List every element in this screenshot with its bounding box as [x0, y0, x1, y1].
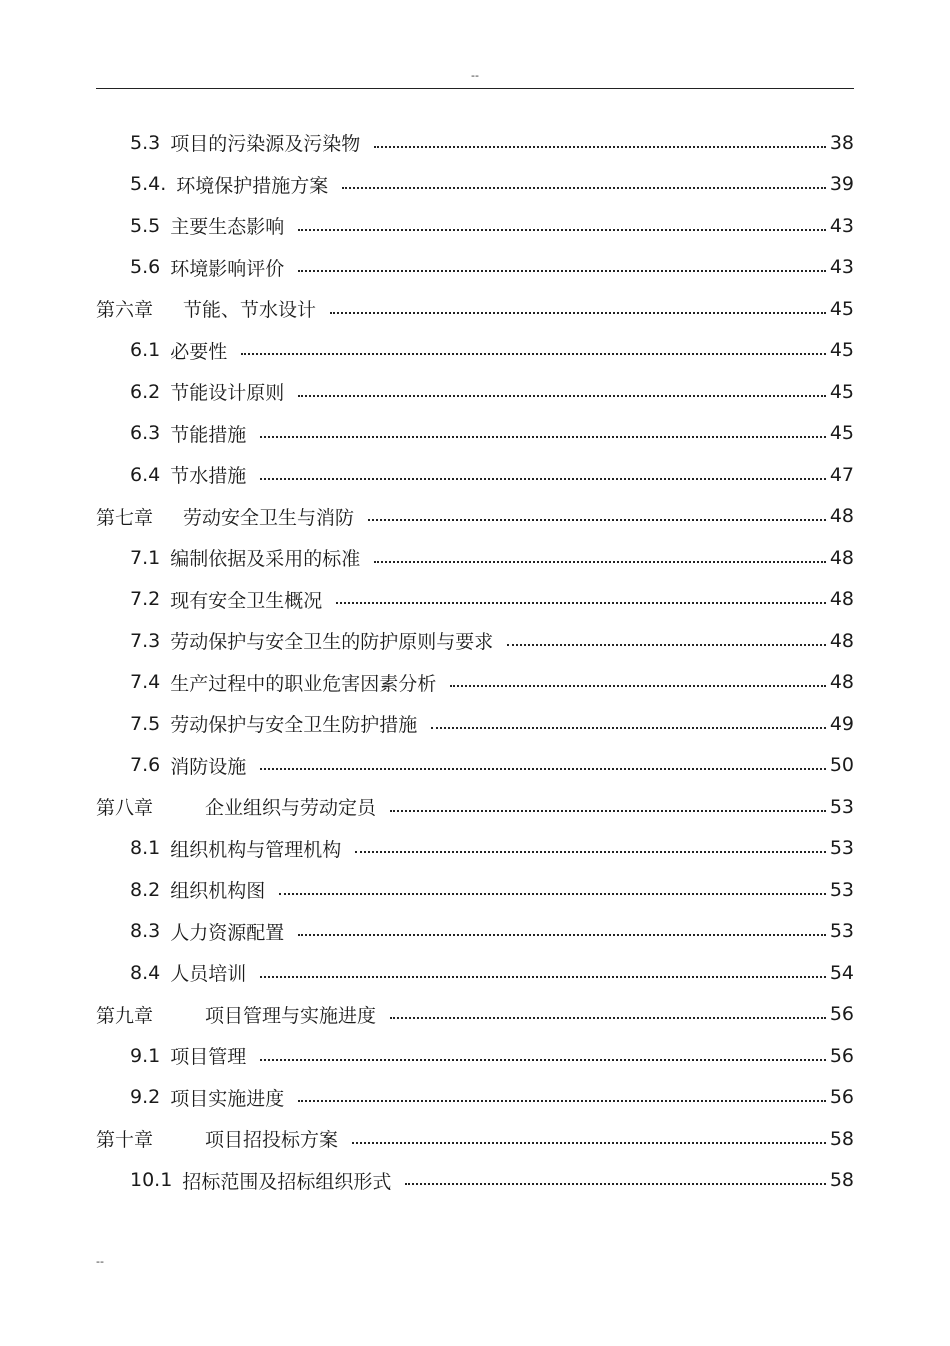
toc-title: 必要性 [170, 340, 228, 363]
toc-page-number: 39 [829, 173, 854, 196]
toc-number: 8.4 [130, 961, 161, 984]
toc-entry[interactable] [96, 745, 854, 787]
toc-entry[interactable] [96, 952, 854, 994]
toc-leader-dots [298, 934, 826, 936]
toc-entry[interactable] [96, 205, 854, 247]
toc-page-number: 58 [829, 1169, 854, 1192]
toc-entry[interactable] [96, 1160, 854, 1202]
toc-leader-dots [241, 353, 826, 355]
toc-title: 人员培训 [170, 963, 247, 986]
toc-title: 项目管理 [170, 1046, 247, 1069]
toc-number: 7.1 [130, 546, 161, 569]
toc-page-number: 38 [829, 131, 854, 154]
table-of-contents [96, 122, 854, 1201]
toc-number: 6.1 [130, 339, 161, 362]
toc-page-number: 43 [829, 256, 854, 279]
toc-number: 5.3 [130, 131, 161, 154]
toc-title: 节能措施 [170, 423, 247, 446]
toc-title: 消防设施 [170, 755, 247, 778]
header-divider [96, 88, 854, 89]
toc-page-number: 58 [829, 1127, 854, 1150]
toc-leader-dots [405, 1183, 825, 1185]
toc-title: 劳动安全卫生与消防 [183, 506, 355, 529]
toc-number: 9.2 [130, 1086, 161, 1109]
toc-title: 环境保护措施方案 [176, 174, 329, 197]
toc-entry[interactable] [96, 537, 854, 579]
toc-chapter-entry[interactable] [96, 288, 854, 330]
toc-number: 7.5 [130, 712, 161, 735]
toc-number: 8.3 [130, 920, 161, 943]
toc-chapter-entry[interactable] [96, 496, 854, 538]
toc-number: 7.3 [130, 629, 161, 652]
toc-leader-dots [431, 727, 826, 729]
toc-title: 项目实施进度 [170, 1087, 285, 1110]
toc-page-number: 45 [829, 339, 854, 362]
toc-number: 7.4 [130, 671, 161, 694]
toc-leader-dots [390, 810, 826, 812]
toc-title: 环境影响评价 [170, 257, 285, 280]
toc-title: 节能设计原则 [170, 382, 285, 405]
toc-title: 人力资源配置 [170, 921, 285, 944]
toc-title: 企业组织与劳动定员 [205, 797, 377, 820]
toc-number: 6.2 [130, 380, 161, 403]
toc-entry[interactable] [96, 164, 854, 206]
toc-entry[interactable] [96, 454, 854, 496]
toc-page-number: 48 [829, 505, 854, 528]
toc-page-number: 45 [829, 297, 854, 320]
toc-entry[interactable] [96, 122, 854, 164]
toc-title: 节能、节水设计 [183, 299, 317, 322]
toc-leader-dots [352, 1142, 826, 1144]
toc-leader-dots [260, 768, 826, 770]
toc-number: 9.1 [130, 1044, 161, 1067]
toc-entry[interactable] [96, 247, 854, 289]
toc-leader-dots [298, 270, 826, 272]
toc-page-number: 56 [829, 1044, 854, 1067]
toc-number: 8.2 [130, 878, 161, 901]
toc-page-number: 45 [829, 422, 854, 445]
toc-number: 10.1 [130, 1169, 173, 1192]
toc-title: 项目招投标方案 [205, 1129, 339, 1152]
toc-title: 项目管理与实施进度 [205, 1004, 377, 1027]
toc-title: 项目的污染源及污染物 [170, 133, 361, 156]
toc-title: 主要生态影响 [170, 216, 285, 239]
toc-title: 招标范围及招标组织形式 [182, 1170, 392, 1193]
toc-page-number: 54 [829, 961, 854, 984]
toc-chapter-number: 第八章 [96, 797, 154, 820]
toc-leader-dots [279, 893, 826, 895]
toc-leader-dots [368, 519, 826, 521]
footer-mark: -- [96, 1255, 104, 1268]
toc-title: 节水措施 [170, 465, 247, 488]
toc-number: 5.5 [130, 214, 161, 237]
toc-entry[interactable] [96, 1035, 854, 1077]
toc-page-number: 48 [829, 546, 854, 569]
toc-entry[interactable] [96, 371, 854, 413]
toc-leader-dots [342, 187, 826, 189]
toc-title: 劳动保护与安全卫生的防护原则与要求 [170, 631, 494, 654]
toc-leader-dots [260, 478, 826, 480]
toc-page-number: 43 [829, 214, 854, 237]
toc-entry[interactable] [96, 1077, 854, 1119]
toc-entry[interactable] [96, 828, 854, 870]
toc-page-number: 53 [829, 795, 854, 818]
toc-page-number: 53 [829, 920, 854, 943]
toc-leader-dots [390, 1017, 826, 1019]
toc-page-number: 48 [829, 588, 854, 611]
toc-leader-dots [260, 1059, 826, 1061]
toc-leader-dots [355, 851, 826, 853]
toc-number: 7.6 [130, 754, 161, 777]
toc-number: 5.6 [130, 256, 161, 279]
toc-number: 6.4 [130, 463, 161, 486]
toc-title: 编制依据及采用的标准 [170, 548, 361, 571]
toc-entry[interactable] [96, 413, 854, 455]
toc-title: 组织机构图 [170, 880, 266, 903]
header-mark: -- [471, 69, 479, 82]
toc-chapter-entry[interactable] [96, 1118, 854, 1160]
toc-chapter-number: 第六章 [96, 299, 154, 322]
toc-leader-dots [330, 312, 826, 314]
toc-leader-dots [374, 561, 826, 563]
toc-leader-dots [298, 229, 826, 231]
toc-entry[interactable] [96, 579, 854, 621]
toc-leader-dots [260, 436, 826, 438]
toc-leader-dots [374, 146, 826, 148]
toc-page-number: 50 [829, 754, 854, 777]
toc-entry[interactable] [96, 330, 854, 372]
toc-title: 组织机构与管理机构 [170, 838, 342, 861]
toc-page-number: 53 [829, 837, 854, 860]
toc-leader-dots [336, 602, 826, 604]
toc-page-number: 45 [829, 380, 854, 403]
toc-page-number: 56 [829, 1003, 854, 1026]
toc-chapter-number: 第九章 [96, 1004, 154, 1027]
toc-title: 生产过程中的职业危害因素分析 [170, 672, 437, 695]
toc-title: 现有安全卫生概况 [170, 589, 323, 612]
toc-page-number: 48 [829, 671, 854, 694]
toc-entry[interactable] [96, 703, 854, 745]
toc-page-number: 48 [829, 629, 854, 652]
toc-entry[interactable] [96, 620, 854, 662]
toc-number: 7.2 [130, 588, 161, 611]
toc-leader-dots [450, 685, 826, 687]
toc-number: 8.1 [130, 837, 161, 860]
toc-page-number: 47 [829, 463, 854, 486]
toc-chapter-entry[interactable] [96, 994, 854, 1036]
toc-leader-dots [260, 976, 826, 978]
toc-number: 6.3 [130, 422, 161, 445]
toc-title: 劳动保护与安全卫生防护措施 [170, 714, 418, 737]
toc-leader-dots [507, 644, 826, 646]
toc-entry[interactable] [96, 869, 854, 911]
toc-entry[interactable] [96, 662, 854, 704]
toc-leader-dots [298, 395, 826, 397]
toc-page-number: 56 [829, 1086, 854, 1109]
toc-number: 5.4. [130, 173, 167, 196]
toc-chapter-number: 第十章 [96, 1129, 154, 1152]
toc-page-number: 53 [829, 878, 854, 901]
toc-chapter-entry[interactable] [96, 786, 854, 828]
toc-leader-dots [298, 1100, 826, 1102]
toc-entry[interactable] [96, 911, 854, 953]
toc-chapter-number: 第七章 [96, 506, 154, 529]
toc-page-number: 49 [829, 712, 854, 735]
